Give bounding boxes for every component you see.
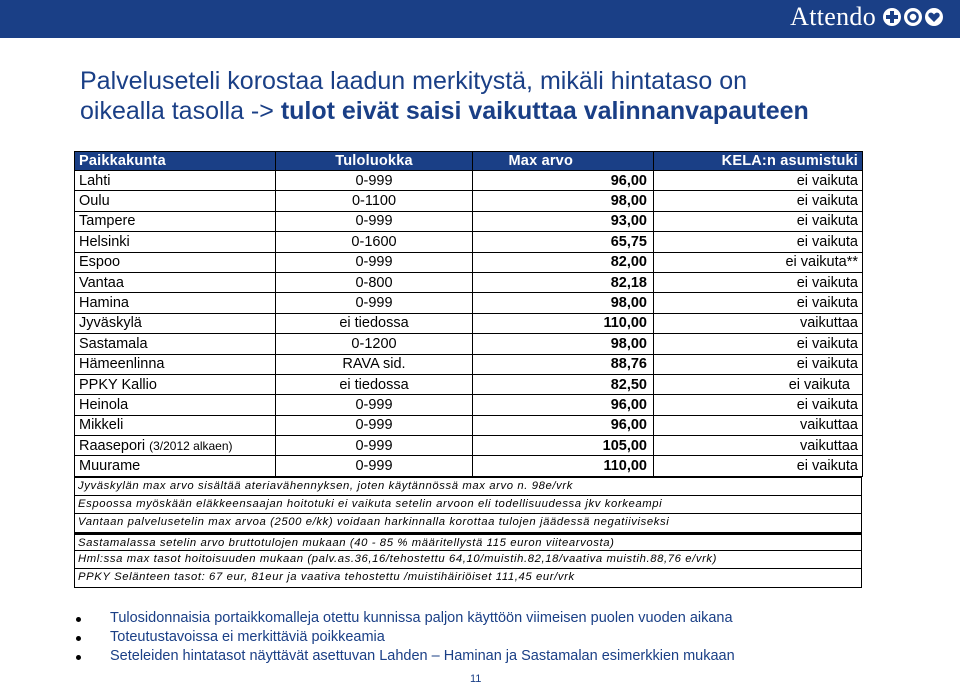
cell-kela-asumistuki: ei vaikuta** — [654, 252, 863, 272]
cell-kela-asumistuki: ei vaikuta — [654, 232, 863, 252]
cell-tuloluokka: 0-999 — [276, 252, 473, 272]
table-row — [75, 272, 863, 292]
cell-max-arvo: 93,00 — [473, 211, 654, 231]
voucher-table — [74, 151, 863, 477]
cell-paikkakunta — [75, 211, 276, 231]
table-row — [75, 232, 863, 252]
cell-kela-asumistuki: ei vaikuta — [654, 191, 863, 211]
cell-paikkakunta — [75, 334, 276, 354]
note-sastamala: Sastamalassa setelin arvo bruttotulojen mukaan (40 - 85 % määritellystä 115 euron viitearvosta) — [75, 533, 861, 551]
cell-tuloluokka: 0-1100 — [276, 191, 473, 211]
city-name: Muurame — [79, 458, 141, 475]
cell-max-arvo: 110,00 — [473, 456, 654, 476]
cell-kela-asumistuki: ei vaikuta — [654, 211, 863, 231]
cell-tuloluokka: 0-999 — [276, 293, 473, 313]
notes-box — [74, 477, 862, 588]
cell-kela-asumistuki: ei vaikuta — [654, 456, 863, 476]
header-tuloluokka: Tuloluokka — [276, 152, 473, 171]
cell-tuloluokka: RAVA sid. — [276, 354, 473, 374]
cell-paikkakunta — [75, 313, 276, 333]
city-name: Raasepori — [79, 437, 146, 454]
cell-tuloluokka: 0-999 — [276, 436, 473, 456]
table-row — [75, 171, 863, 191]
title-line-2-emphasis: tulot eivät saisi vaikuttaa valinnanvapauteen — [280, 97, 809, 125]
cell-paikkakunta — [75, 293, 276, 313]
cell-max-arvo: 96,00 — [473, 415, 654, 435]
cell-max-arvo: 96,00 — [473, 395, 654, 415]
slide-title — [80, 66, 880, 126]
cell-tuloluokka: 0-999 — [276, 211, 473, 231]
city-name: Helsinki — [79, 233, 130, 250]
city-name: Mikkeli — [79, 417, 124, 434]
city-name: Lahti — [79, 172, 111, 189]
plus-cross-icon — [882, 7, 902, 27]
page-number: 11 — [470, 673, 482, 685]
cell-paikkakunta — [75, 415, 276, 435]
table-row — [75, 293, 863, 313]
cell-paikkakunta — [75, 232, 276, 252]
cell-tuloluokka: 0-999 — [276, 171, 473, 191]
cell-max-arvo: 98,00 — [473, 334, 654, 354]
header-paikkakunta: Paikkakunta — [75, 152, 276, 171]
city-name: Heinola — [79, 396, 129, 413]
cell-max-arvo: 82,18 — [473, 272, 654, 292]
city-name: Oulu — [79, 193, 110, 210]
brand-icons — [882, 7, 944, 27]
title-line-2 — [80, 96, 880, 126]
cell-paikkakunta — [75, 252, 276, 272]
cell-kela-asumistuki: ei vaikuta — [654, 171, 863, 191]
cell-kela-asumistuki: vaikuttaa — [654, 436, 863, 456]
brand-name: Attendo — [790, 2, 876, 31]
bullet-item: Tulosidonnaisia portaikkomalleja otettu kunnissa paljon käyttöön viimeisen puolen vuoden aikana — [74, 609, 874, 628]
cell-max-arvo: 88,76 — [473, 354, 654, 374]
city-name: Espoo — [79, 254, 121, 271]
table-row — [75, 191, 863, 211]
cell-tuloluokka: 0-999 — [276, 456, 473, 476]
note-jyvaskyla: Jyväskylän max arvo sisältää ateriavähennyksen, joten käytännössä max arvo n. 98e/vrk — [75, 478, 861, 496]
city-name: Hamina — [79, 295, 129, 312]
cell-tuloluokka: 0-1600 — [276, 232, 473, 252]
cell-tuloluokka: 0-999 — [276, 395, 473, 415]
cell-tuloluokka: 0-1200 — [276, 334, 473, 354]
table-row — [75, 395, 863, 415]
table-row — [75, 374, 863, 394]
city-name: Jyväskylä — [79, 315, 142, 332]
ring-icon — [903, 7, 923, 27]
brand-logo — [790, 2, 944, 32]
cell-tuloluokka: ei tiedossa — [276, 374, 473, 394]
cell-kela-asumistuki: ei vaikuta — [654, 334, 863, 354]
title-line-2-prefix: oikealla tasolla -> — [80, 97, 281, 125]
cell-kela-asumistuki: vaikuttaa — [654, 415, 863, 435]
table-row — [75, 252, 863, 272]
header-max-arvo: Max arvo — [473, 152, 654, 171]
note-ppky: PPKY Selänteen tasot: 67 eur, 81eur ja vaativa tehostettu /muistihäiriöiset 111,45 eur/vrk — [78, 570, 575, 583]
table-row — [75, 334, 863, 354]
city-name: PPKY Kallio — [79, 376, 157, 393]
cell-max-arvo: 96,00 — [473, 171, 654, 191]
cell-max-arvo: 98,00 — [473, 293, 654, 313]
note-espoo: Espoossa myöskään eläkkeensaajan hoitotuki ei vaikuta setelin arvoon eli todellisuudessa jkv korkeampi — [75, 496, 861, 514]
table-row — [75, 436, 863, 456]
note-hameenlinna: Hml:ssa max tasot hoitoisuuden mukaan (palv.as.36,16/tehostettu 64,10/muistih.82,18/vaativa muistih.88,76 e/vrk) — [75, 551, 861, 569]
cell-paikkakunta — [75, 395, 276, 415]
city-name: Hämeenlinna — [79, 356, 165, 373]
cell-paikkakunta — [75, 272, 276, 292]
table-row — [75, 415, 863, 435]
city-name: Tampere — [79, 213, 136, 230]
city-note: (3/2012 alkaen) — [149, 438, 233, 453]
cell-kela-asumistuki: ei vaikuta — [654, 272, 863, 292]
cell-max-arvo: 110,00 — [473, 313, 654, 333]
cell-kela-asumistuki: ei vaikuta — [654, 293, 863, 313]
table-row — [75, 313, 863, 333]
cell-kela-asumistuki: vaikuttaa — [654, 313, 863, 333]
cell-max-arvo: 65,75 — [473, 232, 654, 252]
cell-max-arvo: 105,00 — [473, 436, 654, 456]
title-line-1: Palveluseteli korostaa laadun merkitystä, mikäli hintataso on — [80, 67, 748, 95]
cell-kela-asumistuki: ei vaikuta — [654, 374, 863, 394]
cell-tuloluokka: ei tiedossa — [276, 313, 473, 333]
table-header-row — [75, 152, 863, 171]
table-row — [75, 456, 863, 476]
table-body — [75, 171, 863, 477]
cell-paikkakunta — [75, 374, 276, 394]
city-name: Sastamala — [79, 335, 148, 352]
cell-paikkakunta — [75, 171, 276, 191]
bullet-item: Seteleiden hintatasot näyttävät asettuvan Lahden – Haminan ja Sastamalan esimerkkien mukaan — [74, 647, 874, 666]
cell-max-arvo: 98,00 — [473, 191, 654, 211]
note-vantaa: Vantaan palvelusetelin max arvoa (2500 e/kk) voidaan harkinnalla korottaa tulojen jäädessä negatiiviseksi — [75, 514, 861, 532]
cell-tuloluokka: 0-999 — [276, 415, 473, 435]
bullet-list — [74, 609, 874, 666]
cell-kela-asumistuki: ei vaikuta — [654, 354, 863, 374]
cell-max-arvo: 82,00 — [473, 252, 654, 272]
header-kela-asumistuki: KELA:n asumistuki — [654, 152, 863, 171]
cell-kela-asumistuki: ei vaikuta — [654, 395, 863, 415]
city-name: Vantaa — [79, 274, 124, 291]
cell-paikkakunta — [75, 191, 276, 211]
heart-icon — [924, 7, 944, 27]
table-row — [75, 211, 863, 231]
cell-paikkakunta — [75, 436, 276, 456]
cell-paikkakunta — [75, 456, 276, 476]
cell-tuloluokka: 0-800 — [276, 272, 473, 292]
header-band — [0, 0, 960, 38]
cell-max-arvo: 82,50 — [473, 374, 654, 394]
table-row — [75, 354, 863, 374]
cell-paikkakunta — [75, 354, 276, 374]
bullet-item: Toteutustavoissa ei merkittäviä poikkeamia — [74, 628, 874, 647]
